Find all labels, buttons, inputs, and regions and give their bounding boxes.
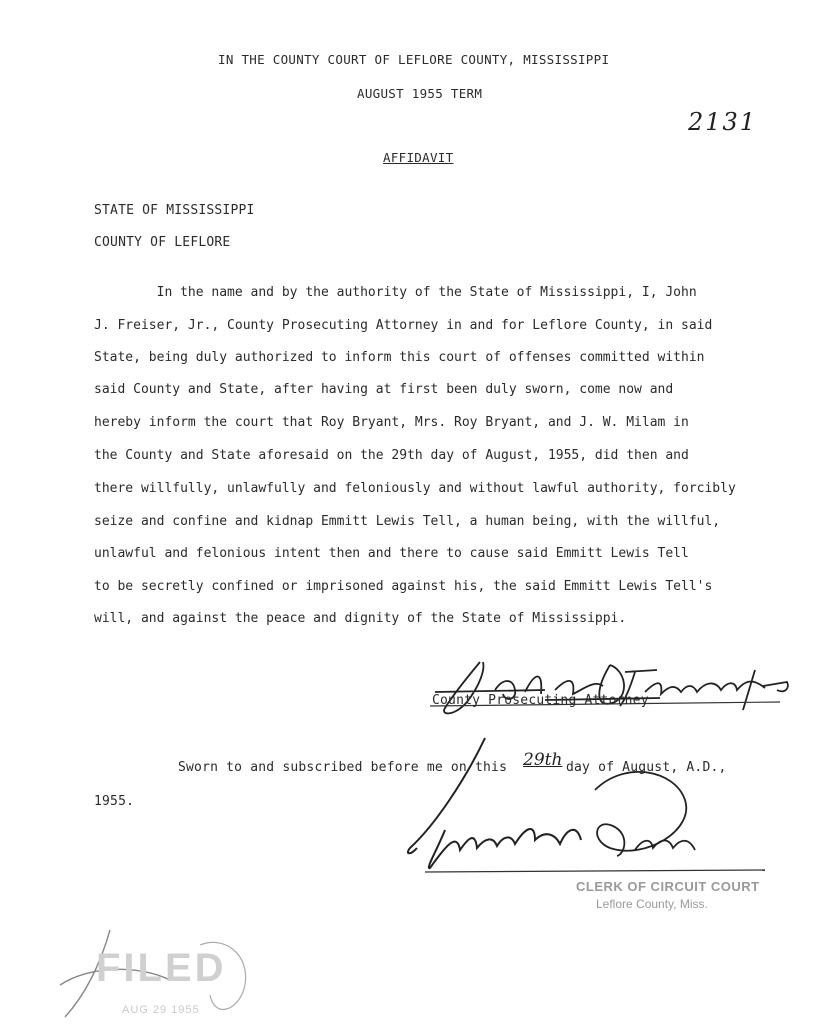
document-title: AFFIDAVIT	[383, 150, 454, 165]
body-line: said County and State, after having at first been duly sworn, come now and	[94, 382, 674, 397]
body-line: State, being duly authorized to inform this court of offenses committed within	[94, 350, 705, 365]
filed-stamp-date: AUG 29 1955	[122, 1004, 200, 1016]
venue-state: STATE OF MISSISSIPPI	[94, 203, 255, 218]
body-line: will, and against the peace and dignity of the State of Mississippi.	[94, 611, 627, 626]
sworn-year: 1955.	[94, 794, 135, 809]
body-line: J. Freiser, Jr., County Prosecuting Attorney in and for Leflore County, in said	[94, 318, 713, 333]
filed-stamp-text: FILED	[96, 946, 227, 990]
body-line: In the name and by the authority of the State of Mississippi, I, John	[94, 285, 697, 300]
sworn-text-after: day of August, A.D.,	[566, 760, 727, 775]
prosecutor-title: County Prosecuting Attorney	[432, 693, 649, 708]
clerk-stamp-county: Leflore County, Miss.	[596, 897, 708, 911]
prosecutor-signature	[425, 650, 825, 725]
sworn-text: Sworn to and subscribed before me on this	[178, 760, 508, 775]
sworn-day: 29th	[523, 750, 563, 770]
body-line: to be secretly confined or imprisoned against his, the said Emmitt Lewis Tell's	[94, 579, 713, 594]
body-line: there willfully, unlawfully and feloniously and without lawful authority, forcibly	[94, 481, 736, 496]
handwritten-number: 2131	[688, 108, 758, 136]
court-heading: IN THE COUNTY COURT OF LEFLORE COUNTY, MISSISSIPPI	[218, 52, 610, 67]
term-heading: AUGUST 1955 TERM	[357, 86, 483, 101]
body-line: unlawful and felonious intent then and there to cause said Emmitt Lewis Tell	[94, 546, 689, 561]
body-line: the County and State aforesaid on the 29th day of August, 1955, did then and	[94, 448, 689, 463]
venue-county: COUNTY OF LEFLORE	[94, 235, 231, 250]
body-line: seize and confine and kidnap Emmitt Lewis Tell, a human being, with the willful,	[94, 514, 721, 529]
clerk-stamp-title: CLERK OF CIRCUIT COURT	[576, 879, 760, 894]
clerk-signature	[385, 730, 775, 880]
body-line: hereby inform the court that Roy Bryant, Mrs. Roy Bryant, and J. W. Milam in	[94, 415, 689, 430]
